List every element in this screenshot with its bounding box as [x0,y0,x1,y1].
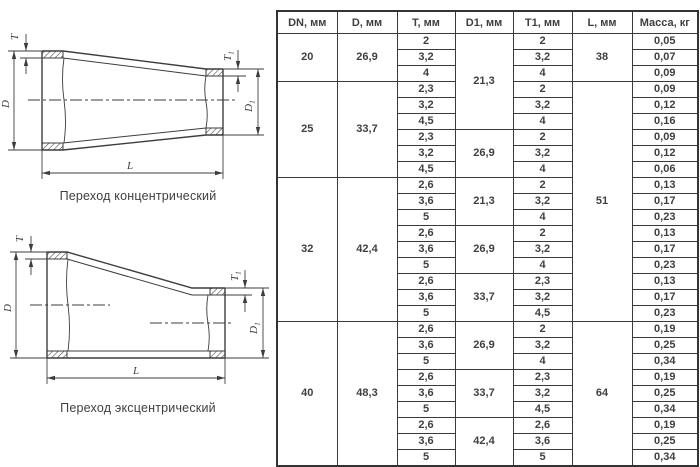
table-cell: 2,3 [513,370,572,386]
table-cell: 2 [513,226,572,242]
table-cell: 0,34 [632,402,698,418]
table-cell: 3,6 [397,386,455,402]
table-cell: 40 [277,322,337,467]
table-cell: 2,6 [397,322,455,338]
column-header: T, мм [397,11,455,34]
table-cell: 3,2 [513,338,572,354]
table-cell: 4,5 [513,402,572,418]
dimension-label-t: T [9,33,21,41]
table-cell: 26,9 [455,130,513,178]
table-cell: 3,2 [397,50,455,66]
column-header: DN, мм [277,11,337,34]
table-cell: 4 [513,66,572,82]
table-cell: 2,3 [397,130,455,146]
wall-hatching [42,51,223,150]
table-cell: 48,3 [337,322,397,467]
table-cell: 0,13 [632,226,698,242]
spec-table-wrap [276,10,699,467]
table-cell: 0,13 [632,274,698,290]
table-cell: 0,19 [632,322,698,338]
table-cell: 32 [277,178,337,322]
table-cell: 2 [397,34,455,50]
table-cell: 0,12 [632,98,698,114]
table-cell: 3,2 [513,50,572,66]
table-cell: 0,17 [632,242,698,258]
table-cell: 5 [397,258,455,274]
table-cell: 0,34 [632,354,698,370]
table-cell: 64 [572,322,632,467]
table-cell: 42,4 [455,418,513,467]
table-cell: 2 [513,34,572,50]
table-cell: 0,13 [632,178,698,194]
table-cell: 0,07 [632,50,698,66]
table-cell: 3,6 [397,242,455,258]
spec-table-body [277,34,698,467]
table-cell: 2,6 [397,418,455,434]
dimension-arrows [14,244,265,380]
table-cell: 0,16 [632,114,698,130]
table-cell: 4 [513,354,572,370]
table-row [277,322,698,338]
table-cell: 3,2 [513,98,572,114]
table-cell: 4 [513,258,572,274]
table-cell: 2,3 [397,82,455,98]
column-header: D1, мм [455,11,513,34]
table-cell: 5 [397,210,455,226]
table-cell: 2,3 [513,274,572,290]
table-cell: 2 [513,82,572,98]
table-cell: 4 [513,210,572,226]
table-cell: 4,5 [397,114,455,130]
table-cell: 5 [397,402,455,418]
table-cell: 2 [513,322,572,338]
concentric-caption: Переход концентрический [59,189,217,203]
table-cell: 3,6 [397,194,455,210]
table-cell: 42,4 [337,178,397,322]
table-cell: 0,09 [632,82,698,98]
table-cell: 5 [513,450,572,467]
table-cell: 0,19 [632,370,698,386]
table-cell: 51 [572,82,632,322]
table-cell: 5 [397,354,455,370]
table-cell: 0,17 [632,290,698,306]
table-row [277,34,698,50]
table-cell: 0,19 [632,418,698,434]
dimension-label-t1: $T_1$ [229,271,243,281]
table-cell: 2,6 [397,274,455,290]
table-cell: 3,2 [513,242,572,258]
table-cell: 3,2 [397,98,455,114]
column-header: D, мм [337,11,397,34]
centerlines [30,305,233,323]
table-cell: 2 [513,130,572,146]
table-cell: 0,05 [632,34,698,50]
table-cell: 3,2 [513,290,572,306]
column-header: L, мм [572,11,632,34]
table-cell: 0,12 [632,146,698,162]
table-cell: 5 [397,306,455,322]
dimension-label-l: L [132,365,140,377]
table-cell: 0,25 [632,386,698,402]
table-cell: 3,6 [397,338,455,354]
table-cell: 0,23 [632,258,698,274]
table-cell: 33,7 [455,274,513,322]
table-cell: 26,9 [455,226,513,274]
spec-table [276,10,699,467]
table-cell: 0,09 [632,66,698,82]
part-inner-lines [42,58,223,143]
table-cell: 0,09 [632,130,698,146]
table-cell: 0,23 [632,306,698,322]
column-header: Масса, кг [632,11,698,34]
dimension-label-t1: $T_1$ [222,51,236,61]
table-cell: 38 [572,34,632,82]
header-row [277,11,698,34]
table-cell: 0,34 [632,450,698,467]
table-cell: 21,3 [455,178,513,226]
table-cell: 2,6 [397,370,455,386]
table-cell: 3,2 [513,386,572,402]
table-cell: 2,6 [397,226,455,242]
concentric-reducer-drawing [0,22,276,188]
table-cell: 2,6 [513,418,572,434]
dimension-label-l: L [126,160,134,172]
table-cell: 2,6 [397,178,455,194]
eccentric-reducer-drawing [0,228,276,394]
table-cell: 33,7 [455,370,513,418]
eccentric-caption: Переход эксцентрический [60,401,216,415]
table-cell: 4 [513,162,572,178]
table-cell: 4,5 [513,306,572,322]
dimension-label-d1: $D_1$ [243,100,257,112]
table-cell: 0,25 [632,434,698,450]
table-cell: 3,2 [513,194,572,210]
table-cell: 0,17 [632,194,698,210]
dimension-label-d: D [0,100,12,108]
table-cell: 25 [277,82,337,178]
table-cell: 0,25 [632,338,698,354]
table-cell: 4 [397,66,455,82]
table-cell: 20 [277,34,337,82]
dimension-label-d: D [2,304,14,312]
table-cell: 0,06 [632,162,698,178]
table-cell: 4,5 [397,162,455,178]
table-cell: 5 [397,450,455,467]
table-cell: 2 [513,178,572,194]
table-cell: 33,7 [337,82,397,178]
table-cell: 3,6 [513,434,572,450]
table-cell: 3,2 [397,146,455,162]
table-cell: 3,2 [513,146,572,162]
part-outline [42,51,223,150]
dimension-label-d1: $D_1$ [248,322,262,334]
table-cell: 3,6 [397,434,455,450]
table-cell: 21,3 [455,34,513,130]
table-cell: 4 [513,114,572,130]
table-cell: 26,9 [337,34,397,82]
table-cell: 26,9 [455,322,513,370]
dimension-label-t: T [14,235,26,243]
table-cell: 3,6 [397,290,455,306]
column-header: T1, мм [513,11,572,34]
table-row [277,178,698,194]
table-cell: 0,23 [632,210,698,226]
